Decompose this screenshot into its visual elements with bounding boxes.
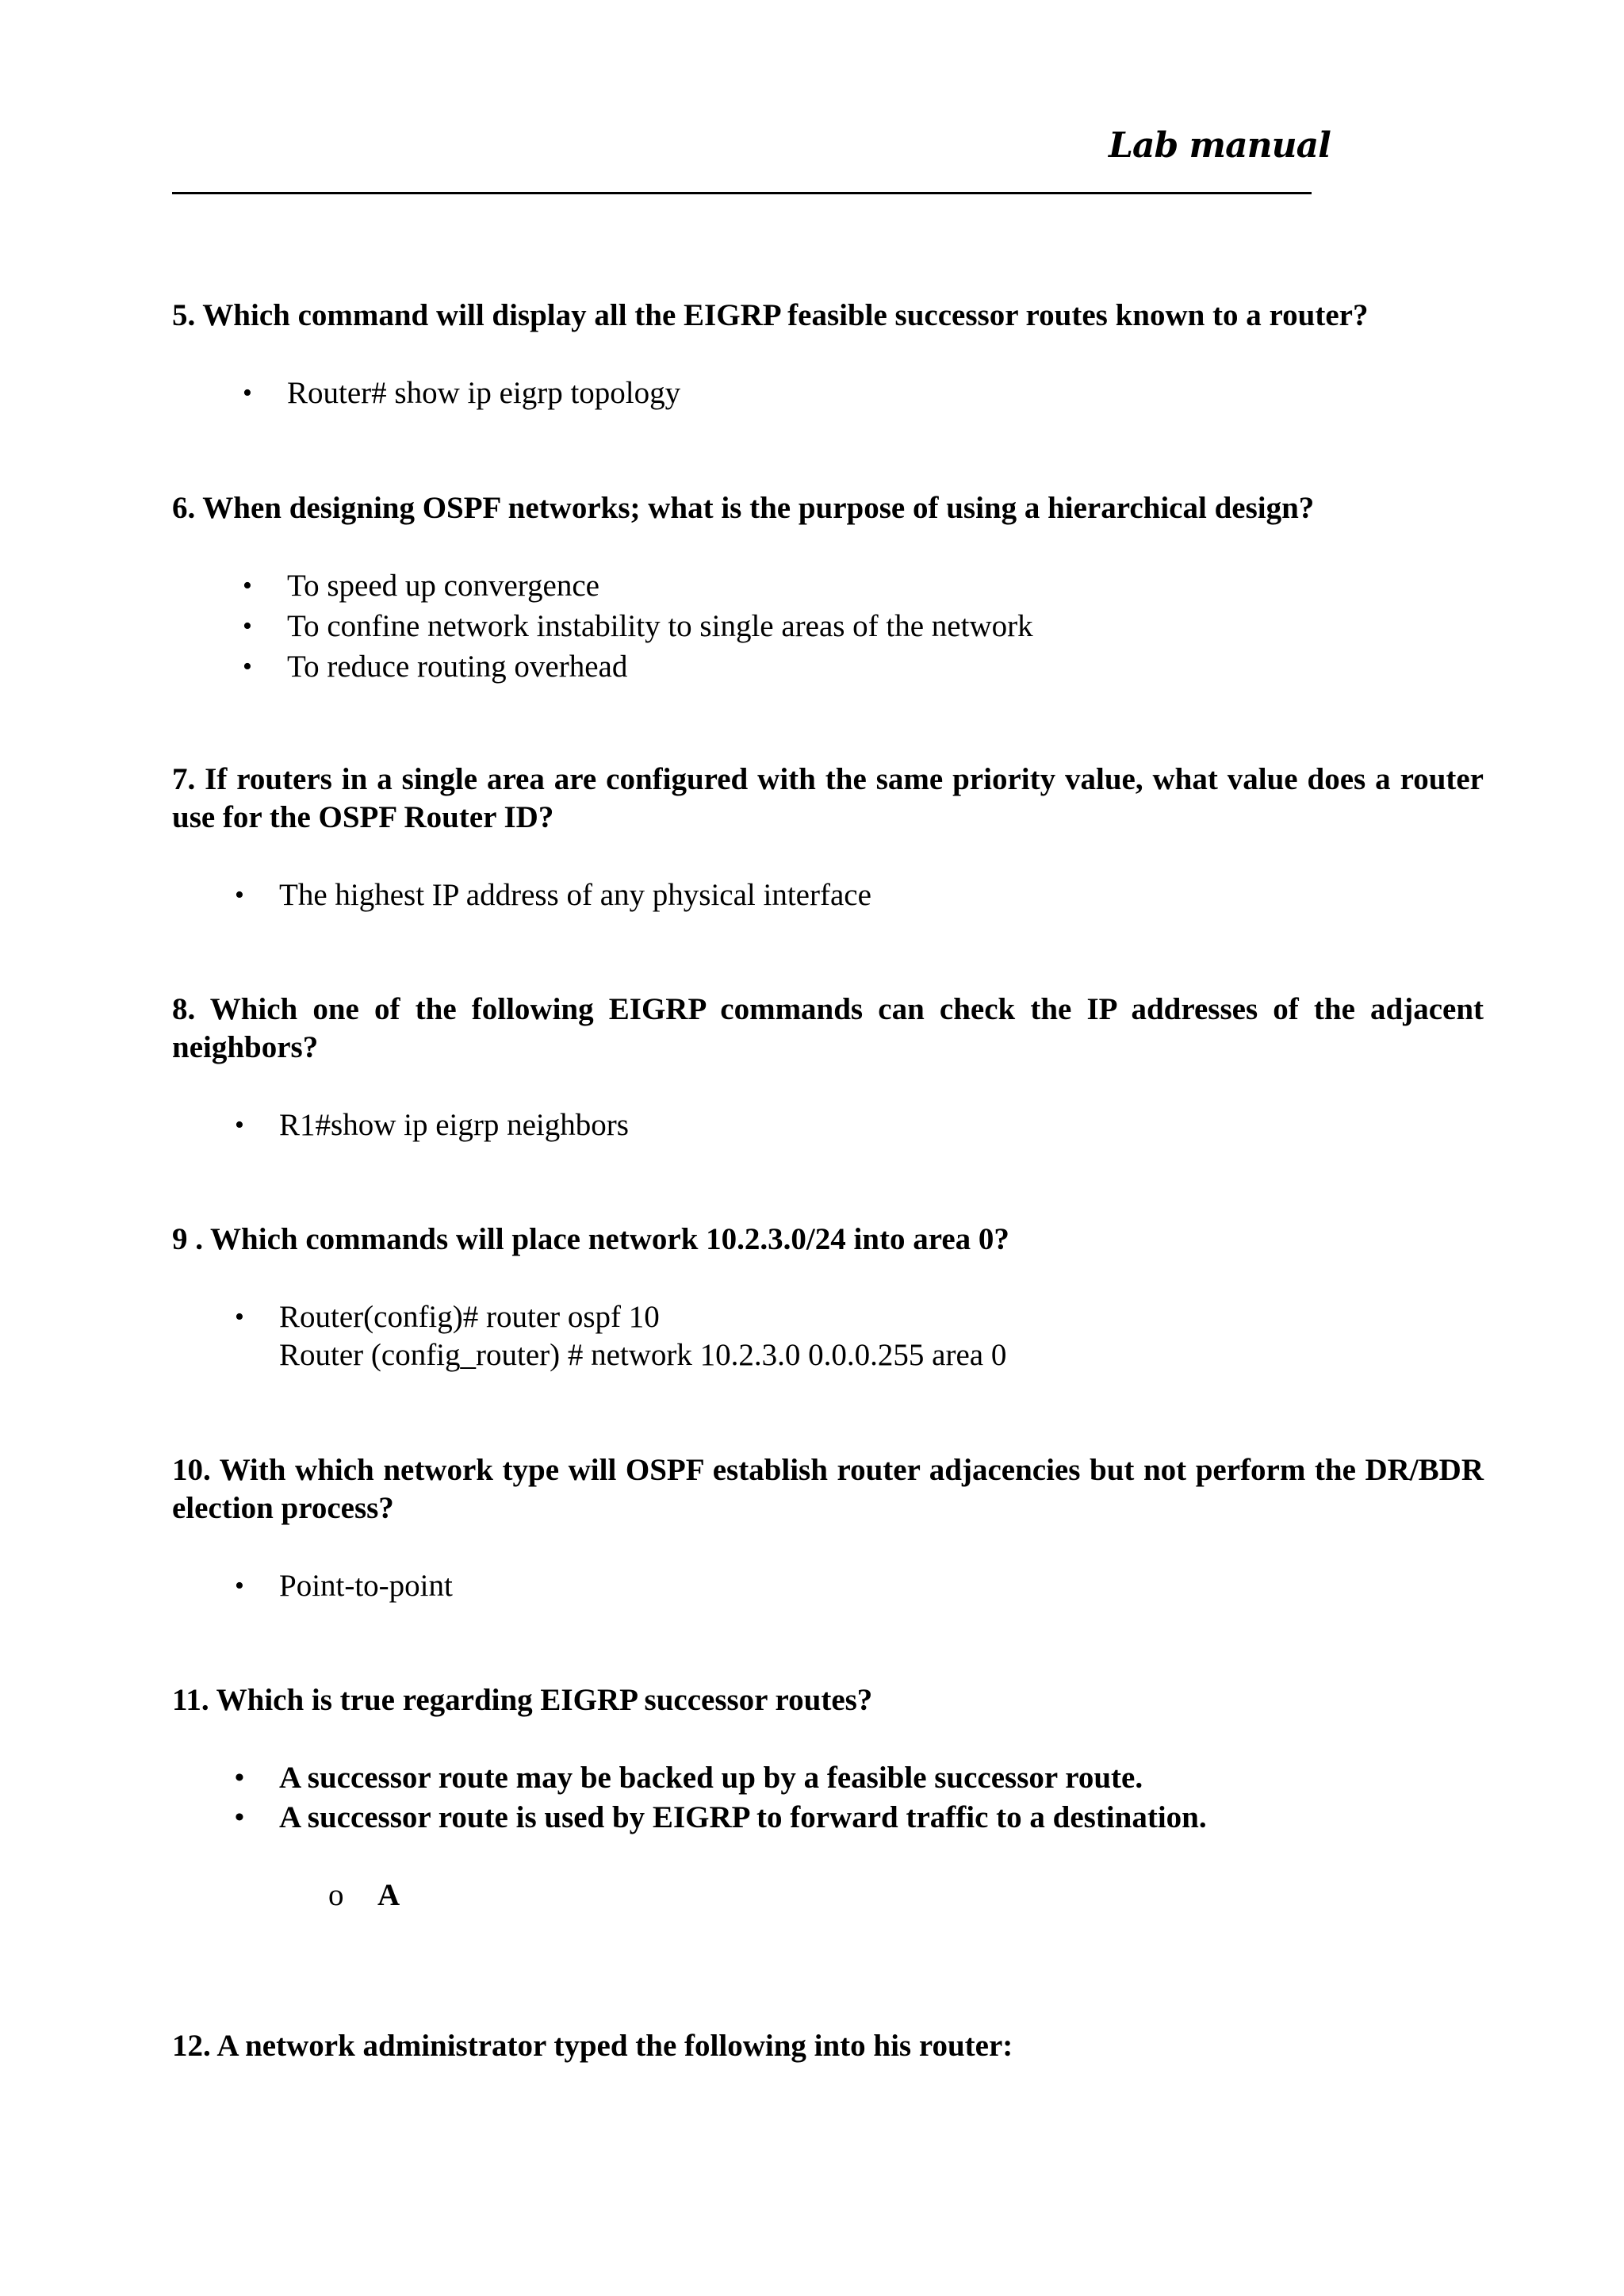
answer-text: To reduce routing overhead bbox=[287, 650, 628, 684]
bullet-icon: • bbox=[243, 571, 252, 600]
answer-text: Router(config)# router ospf 10 bbox=[279, 1300, 660, 1334]
sub-bullet-icon: o bbox=[328, 1878, 344, 1912]
answer-text: To speed up convergence bbox=[287, 569, 599, 603]
answer-9-1 bbox=[235, 1298, 660, 1336]
bullet-icon: • bbox=[235, 1571, 244, 1600]
bullet-icon: • bbox=[235, 1763, 244, 1792]
answer-6-1 bbox=[243, 567, 599, 605]
question-6: 6. When designing OSPF networks; what is the purpose of using a hierarchical design? bbox=[172, 491, 1315, 525]
answer-10-1 bbox=[235, 1567, 453, 1605]
bullet-icon: • bbox=[235, 1110, 244, 1140]
page-header-title: Lab manual bbox=[1109, 125, 1331, 166]
question-11: 11. Which is true regarding EIGRP successor routes? bbox=[172, 1683, 873, 1717]
answer-text: To confine network instability to single areas of the network bbox=[287, 609, 1033, 643]
answer-text: Router# show ip eigrp topology bbox=[287, 376, 681, 410]
question-5: 5. Which command will display all the EIGRP feasible successor routes known to a router? bbox=[172, 298, 1369, 332]
question-9: 9 . Which commands will place network 10.2.3.0/24 into area 0? bbox=[172, 1222, 1009, 1256]
answer-5-1 bbox=[243, 374, 681, 412]
question-8: 8. Which one of the following EIGRP commands can check the IP addresses of the adjacent neighbors? bbox=[172, 992, 1484, 1064]
answer-text: Point-to-point bbox=[279, 1569, 453, 1603]
bullet-icon: • bbox=[243, 378, 252, 408]
bullet-icon: • bbox=[235, 1803, 244, 1832]
answer-6-2 bbox=[243, 608, 1033, 646]
answer-text: A successor route is used by EIGRP to forward traffic to a destination. bbox=[279, 1800, 1207, 1834]
answer-text: The highest IP address of any physical interface bbox=[279, 878, 871, 912]
answer-6-3 bbox=[243, 648, 628, 686]
answer-text: Router (config_router) # network 10.2.3.0 0.0.0.255 area 0 bbox=[279, 1338, 1007, 1372]
bullet-icon: • bbox=[235, 880, 244, 910]
answer-text: A successor route may be backed up by a feasible successor route. bbox=[279, 1761, 1143, 1795]
answer-9-1-continued bbox=[279, 1336, 1006, 1374]
question-7: 7. If routers in a single area are configured with the same priority value, what value does a router use for the OSPF Router ID? bbox=[172, 762, 1484, 834]
question-12: 12. A network administrator typed the following into his router: bbox=[172, 2029, 1013, 2063]
answer-11-1 bbox=[235, 1759, 1143, 1797]
bullet-icon: • bbox=[243, 652, 252, 681]
answer-8-1 bbox=[235, 1106, 629, 1144]
answer-11-2 bbox=[235, 1799, 1207, 1837]
answer-11-sub: A bbox=[377, 1878, 400, 1912]
header-divider bbox=[172, 192, 1312, 194]
question-10: 10. With which network type will OSPF establish router adjacencies but not perform the DR/BDR election process? bbox=[172, 1453, 1484, 1525]
answer-text: R1#show ip eigrp neighbors bbox=[279, 1108, 629, 1142]
bullet-icon: • bbox=[235, 1302, 244, 1332]
bullet-icon: • bbox=[243, 611, 252, 641]
answer-7-1 bbox=[235, 876, 871, 914]
